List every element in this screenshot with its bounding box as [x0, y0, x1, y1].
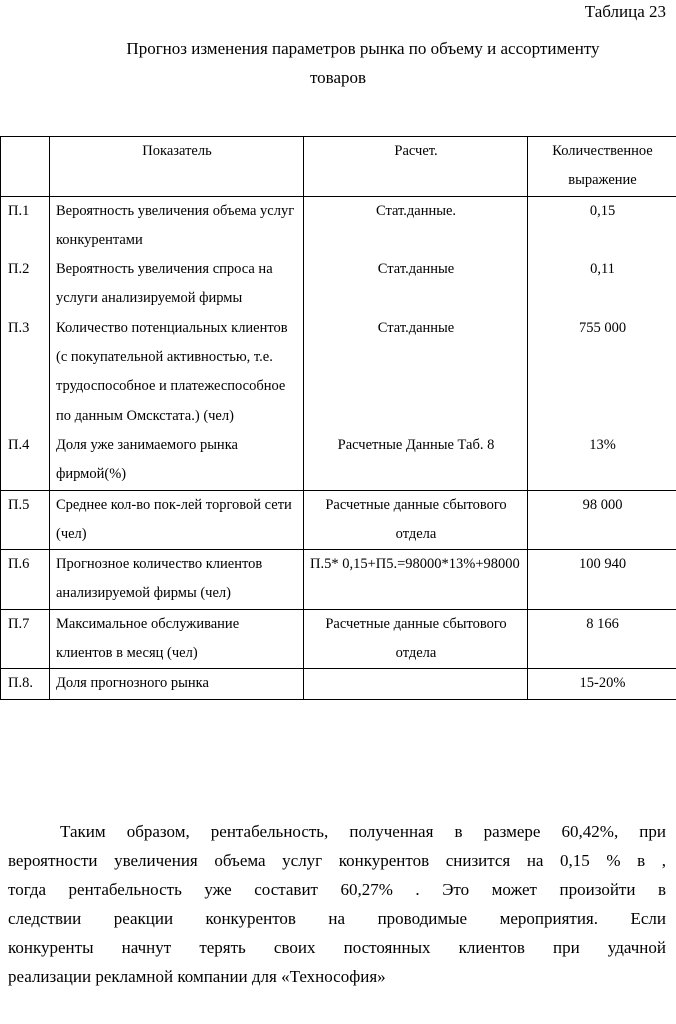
- row-indicator: Среднее кол-во пок-лей торговой сети (чел): [50, 490, 304, 550]
- table-row: [1, 550, 676, 610]
- row-id: П.1: [1, 196, 50, 255]
- row-calc: Стат.данные.: [304, 196, 528, 255]
- row-calc: Стат.данные: [304, 255, 528, 314]
- row-id: П.2: [1, 255, 50, 314]
- row-indicator: Доля прогнозного рынка: [50, 669, 304, 699]
- row-value: 755 000: [528, 314, 676, 431]
- row-value: 100 940: [528, 550, 676, 610]
- table-title: [0, 34, 676, 92]
- paragraph-line: реализации рекламной компании для «Технософия»: [8, 967, 386, 986]
- row-calc: Расчетные данные сбытового отдела: [304, 609, 528, 669]
- row-indicator: Максимальное обслуживание клиентов в месяц (чел): [50, 609, 304, 669]
- paragraph-line: следствии реакции конкурентов на проводимые мероприятия. Если: [8, 909, 666, 928]
- row-calc: Расчетные данные сбытового отдела: [304, 490, 528, 550]
- row-id: П.5: [1, 490, 50, 550]
- paragraph-line: тогда рентабельность уже составит 60,27% . Это может произойти в: [8, 880, 666, 899]
- paragraph-line: конкуренты начнут терять своих постоянных клиентов при удачной: [8, 938, 666, 957]
- table-row: [1, 490, 676, 550]
- row-value: 8 166: [528, 609, 676, 669]
- body-paragraph: [8, 817, 666, 991]
- row-indicator: Доля уже занимаемого рынка фирмой(%): [50, 431, 304, 490]
- row-indicator: Вероятность увеличения объема услуг конкурентами: [50, 196, 304, 255]
- row-indicator: Прогнозное количество клиентов анализируемой фирмы (чел): [50, 550, 304, 610]
- header-indicator: Показатель: [50, 137, 304, 197]
- table-row: [1, 431, 676, 490]
- row-calc: П.5* 0,15+П5.=98000*13%+98000: [304, 550, 528, 610]
- row-calc: [304, 669, 528, 699]
- row-id: П.8.: [1, 669, 50, 699]
- row-indicator: Вероятность увеличения спроса на услуги анализируемой фирмы: [50, 255, 304, 314]
- row-value: 13%: [528, 431, 676, 490]
- paragraph-line: вероятности увеличения объема услуг конкурентов снизится на 0,15 % в ,: [8, 851, 666, 870]
- row-id: П.3: [1, 314, 50, 431]
- forecast-table: [0, 136, 676, 700]
- row-calc: Расчетные Данные Таб. 8: [304, 431, 528, 490]
- row-value: 15-20%: [528, 669, 676, 699]
- row-value: 0,15: [528, 196, 676, 255]
- table-header-row: [1, 137, 676, 197]
- row-indicator: Количество потенциальных клиентов (с покупательной активностью, т.е. трудоспособное и платежеспособное по данным Омскстата.) (чел): [50, 314, 304, 431]
- row-value: 98 000: [528, 490, 676, 550]
- table-row: [1, 314, 676, 431]
- table-row: [1, 609, 676, 669]
- row-id: П.6: [1, 550, 50, 610]
- paragraph-line: Таким образом, рентабельность, полученная в размере 60,42%, при: [60, 822, 666, 841]
- row-id: П.4: [1, 431, 50, 490]
- header-id: [1, 137, 50, 197]
- table-row: [1, 196, 676, 255]
- header-value: Количественное выражение: [528, 137, 676, 197]
- table-row: [1, 669, 676, 699]
- row-id: П.7: [1, 609, 50, 669]
- row-calc: Стат.данные: [304, 314, 528, 431]
- header-calc: Расчет.: [304, 137, 528, 197]
- row-value: 0,11: [528, 255, 676, 314]
- table-title-line-1: Прогноз изменения параметров рынка по объему и ассортименту: [126, 39, 600, 58]
- table-title-line-2: товаров: [309, 68, 367, 87]
- table-number: Таблица 23: [584, 2, 666, 21]
- table-row: [1, 255, 676, 314]
